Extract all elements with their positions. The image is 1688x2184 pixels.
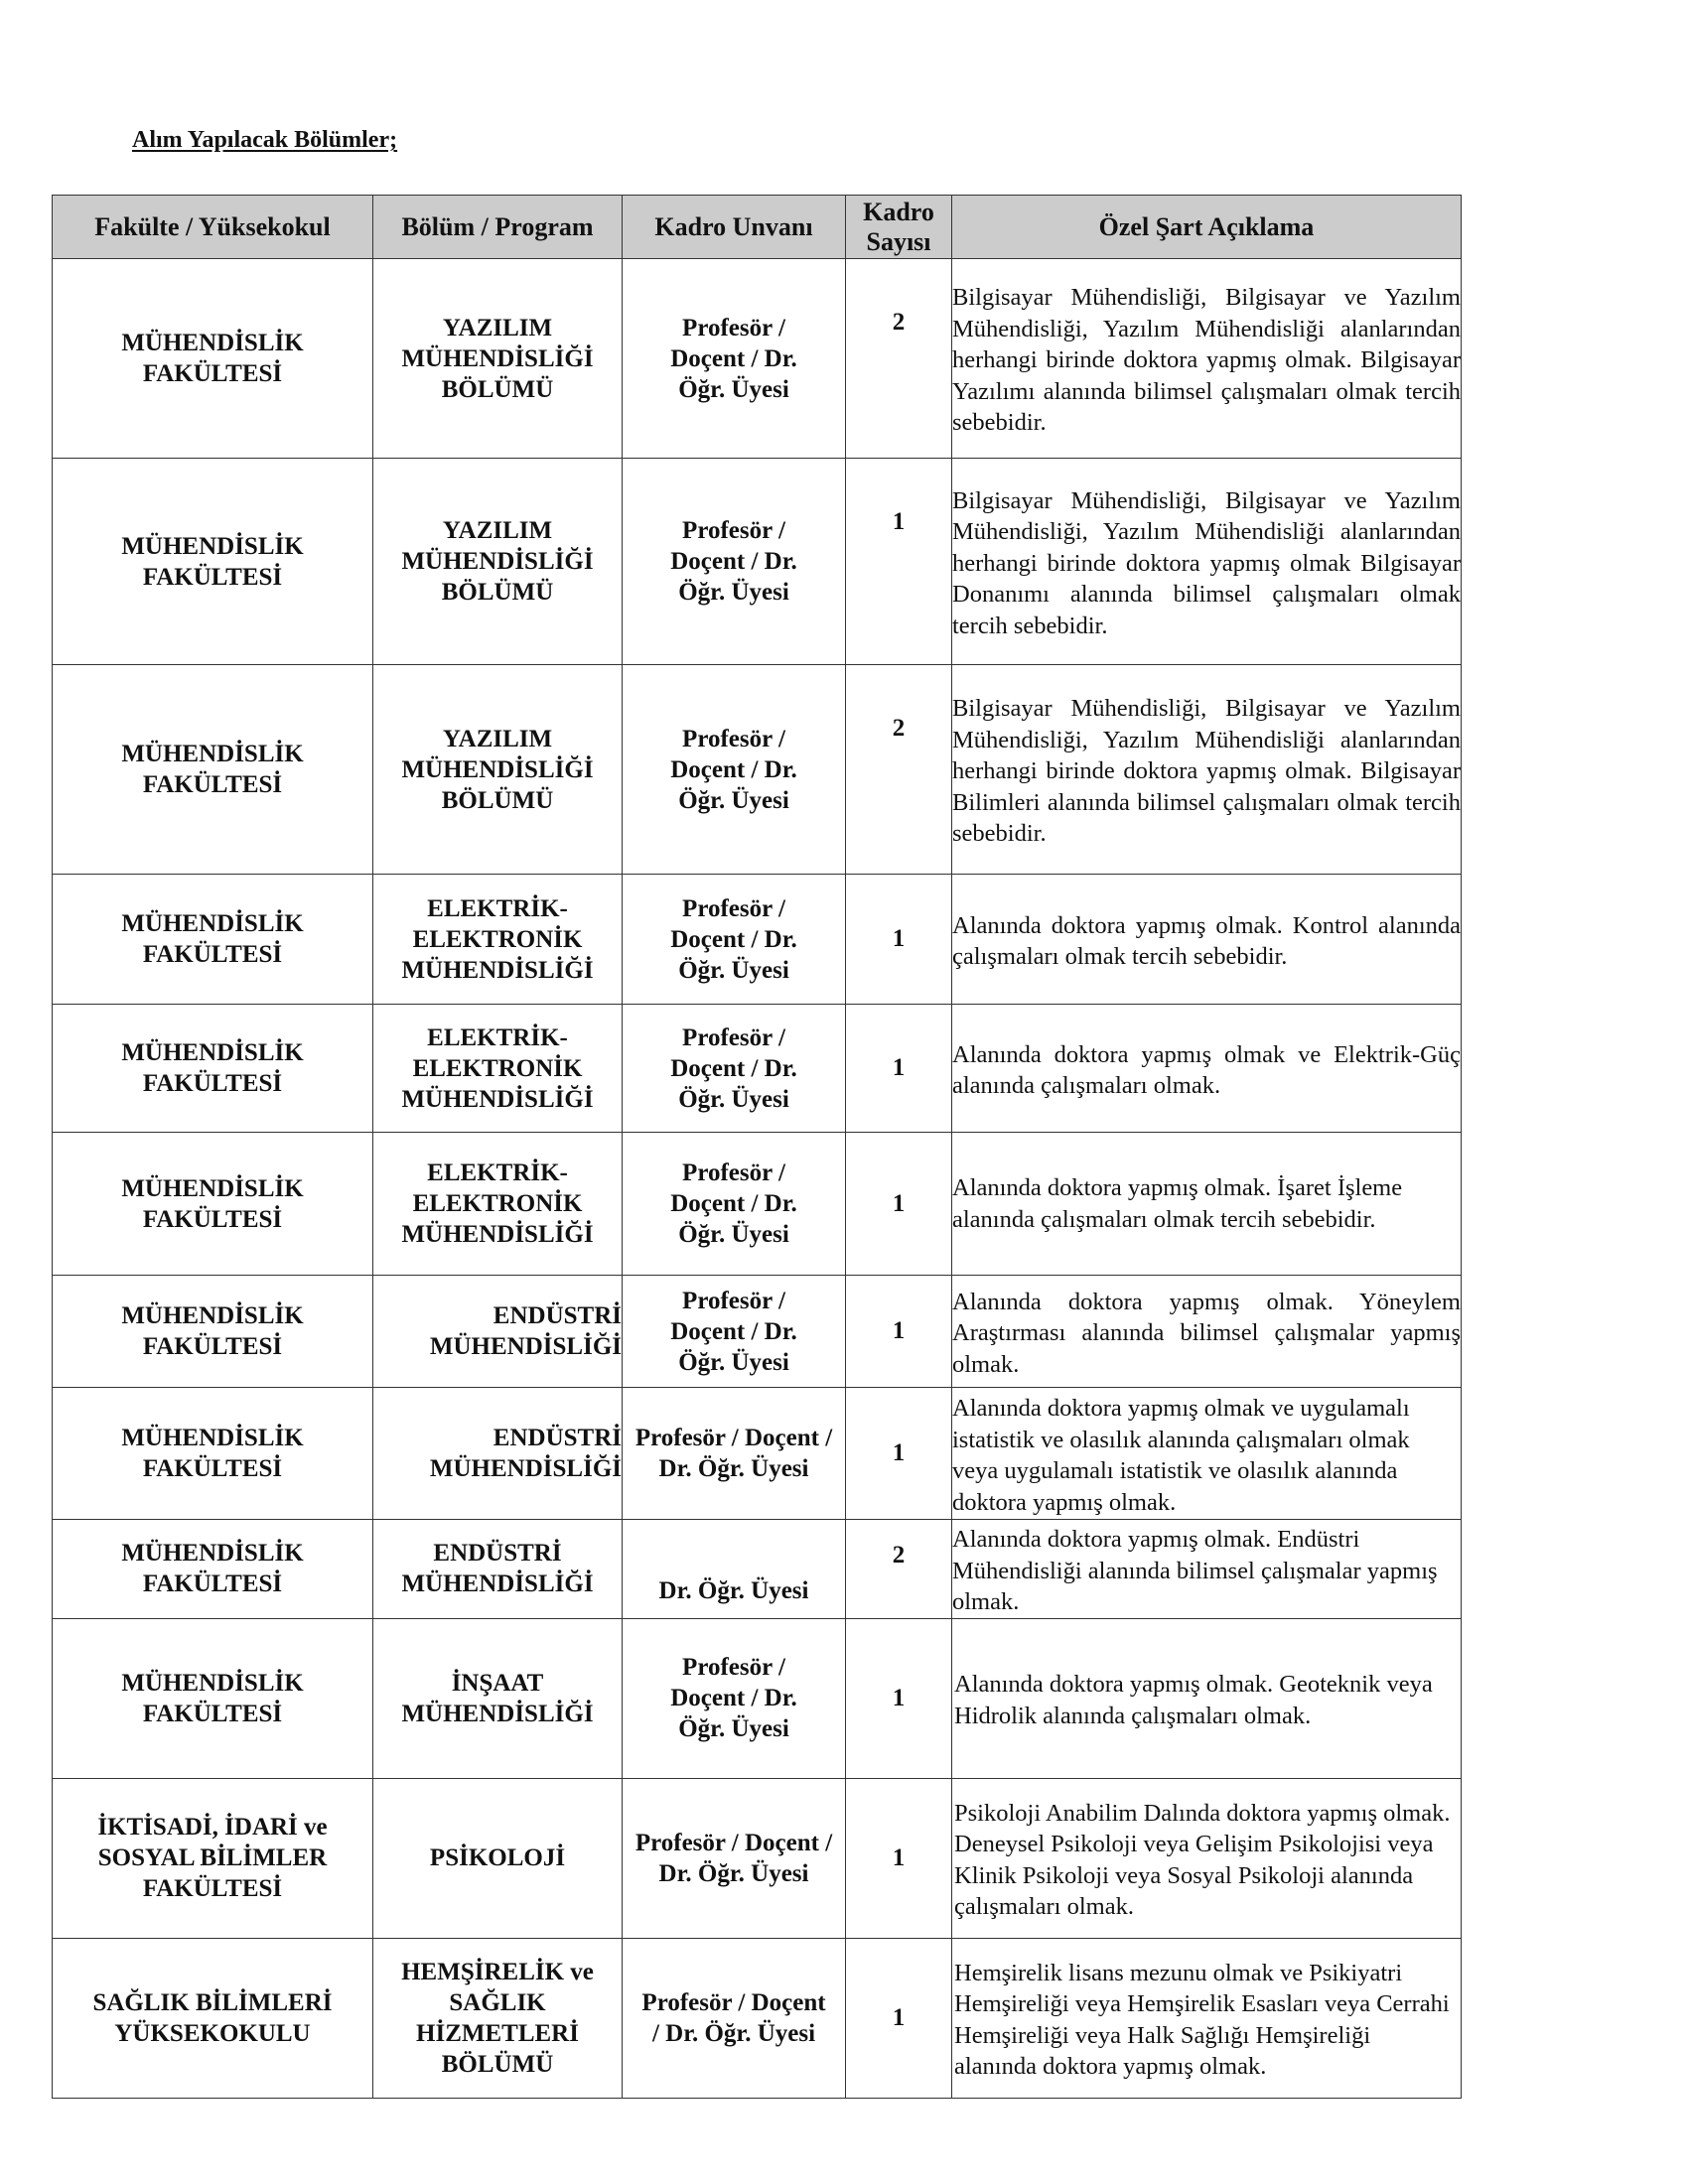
position-title-line: Doçent / Dr. <box>670 925 797 953</box>
department-line: ELEKTRİK- <box>427 1160 568 1186</box>
department-cell <box>373 1005 623 1133</box>
position-title-cell <box>623 665 846 875</box>
requirement-description: Bilgisayar Mühendisliği, Bilgisayar ve Yazılım Mühendisliği, Yazılım Mühendisliği alanlarından herhangi birinde doktora yapmış olmak. Bilgisayar Yazılımı alanında bilimsel çalışmaları olmak tercih sebebidir. <box>952 284 1461 437</box>
faculty-line: MÜHENDİSLİK <box>121 532 304 560</box>
position-count: 1 <box>892 1439 906 1466</box>
requirement-description-cell <box>952 875 1462 1005</box>
faculty-line: FAKÜLTESİ <box>142 1205 283 1233</box>
header-department: Bölüm / Program <box>373 196 623 259</box>
position-count: 1 <box>892 925 906 952</box>
faculty-line: FAKÜLTESİ <box>142 360 283 387</box>
department-line: MÜHENDİSLİĞİ <box>429 1455 622 1482</box>
position-title-cell <box>623 1520 846 1619</box>
department-line: ELEKTRONİK <box>412 1054 583 1082</box>
position-title-line: Profesör / <box>682 1287 785 1314</box>
position-title-line: Doçent / Dr. <box>670 1685 797 1711</box>
position-title-line: Öğr. Üyesi <box>678 786 789 814</box>
position-title-line: Profesör / <box>682 725 785 752</box>
position-title-cell <box>623 875 846 1005</box>
requirement-description: Alanında doktora yapmış olmak ve uygulamalı istatistik ve olasılık alanında çalışmaları olmak veya uygulamalı istatistik ve olasılık alanında doktora yapmış olmak. <box>952 1395 1410 1516</box>
faculty-line: FAKÜLTESİ <box>142 771 283 798</box>
header-description: Özel Şart Açıklama <box>952 196 1462 259</box>
requirement-description: Alanında doktora yapmış olmak. İşaret İşleme alanında çalışmaları olmak tercih sebebidir. <box>952 1174 1403 1233</box>
header-count-line: Kadro <box>863 197 934 226</box>
table-row <box>53 1938 1462 2098</box>
department-line: ELEKTRONİK <box>412 1190 583 1217</box>
faculty-cell <box>53 1388 373 1520</box>
faculty-cell <box>53 1005 373 1133</box>
table-row <box>53 459 1462 665</box>
position-title-line: Öğr. Üyesi <box>678 1085 789 1113</box>
position-count: 1 <box>892 1054 906 1081</box>
requirement-description-cell <box>952 1618 1462 1778</box>
position-count: 1 <box>892 1843 906 1871</box>
position-title-line: Profesör / <box>682 1160 785 1186</box>
faculty-line: YÜKSEKOKULU <box>114 2019 311 2047</box>
position-count: 1 <box>892 2003 906 2031</box>
position-count-cell <box>846 665 952 875</box>
position-count-cell <box>846 259 952 459</box>
position-count-cell <box>846 1388 952 1520</box>
department-cell <box>373 665 623 875</box>
department-line: MÜHENDİSLİĞİ <box>401 344 594 372</box>
position-count-cell <box>846 1618 952 1778</box>
position-title-line: Doçent / Dr. <box>670 1054 797 1082</box>
position-count: 2 <box>892 1542 906 1569</box>
faculty-line: FAKÜLTESİ <box>142 1333 283 1360</box>
faculty-line: MÜHENDİSLİK <box>121 1540 304 1568</box>
table-row <box>53 1005 1462 1133</box>
table-row <box>53 1618 1462 1778</box>
requirement-description: Bilgisayar Mühendisliği, Bilgisayar ve Yazılım Mühendisliği, Yazılım Mühendisliği alanlarından herhangi birinde doktora yapmış olmak. Bilgisayar Bilimleri alanında bilimsel çalışmaları olmak tercih sebebidir. <box>952 695 1461 848</box>
requirement-description-cell <box>952 665 1462 875</box>
faculty-line: MÜHENDİSLİK <box>121 1039 304 1066</box>
department-line: MÜHENDİSLİĞİ <box>401 1570 594 1598</box>
position-title-line: Öğr. Üyesi <box>678 579 789 606</box>
department-line: MÜHENDİSLİĞİ <box>401 755 594 783</box>
position-count-cell <box>846 875 952 1005</box>
position-count: 2 <box>892 715 906 742</box>
faculty-line: İKTİSADİ, İDARİ ve <box>97 1814 328 1841</box>
table-row <box>53 259 1462 459</box>
header-count <box>846 196 952 259</box>
position-count: 1 <box>892 508 906 535</box>
faculty-cell <box>53 1618 373 1778</box>
faculty-line: SOSYAL BİLİMLER <box>97 1844 328 1871</box>
position-title-line: Öğr. Üyesi <box>678 956 789 984</box>
position-count-cell <box>846 1005 952 1133</box>
faculty-cell <box>53 1133 373 1276</box>
requirement-description-cell <box>952 1276 1462 1388</box>
department-line: ENDÜSTRİ <box>433 1540 562 1568</box>
table-row <box>53 875 1462 1005</box>
department-cell <box>373 1520 623 1619</box>
requirement-description-cell <box>952 259 1462 459</box>
department-line: MÜHENDİSLİĞİ <box>401 1700 594 1727</box>
department-line: BÖLÜMÜ <box>441 579 554 606</box>
faculty-line: MÜHENDİSLİK <box>121 1302 304 1329</box>
department-cell <box>373 1133 623 1276</box>
requirement-description: Alanında doktora yapmış olmak ve Elektrik-Güç alanında çalışmaları olmak. <box>952 1040 1461 1099</box>
position-title-line: Öğr. Üyesi <box>678 375 789 403</box>
position-title-line: Profesör / <box>682 314 785 341</box>
department-line: YAZILIM <box>442 314 553 341</box>
position-title-cell <box>623 459 846 665</box>
position-title-cell <box>623 259 846 459</box>
department-line: SAĞLIK <box>449 1988 546 2016</box>
requirement-description-cell <box>952 1938 1462 2098</box>
position-title-line: Profesör / <box>682 1654 785 1681</box>
department-line: MÜHENDİSLİĞİ <box>401 548 594 575</box>
department-line: ELEKTRİK- <box>427 1024 568 1051</box>
faculty-line: FAKÜLTESİ <box>142 1455 283 1482</box>
requirement-description-cell <box>952 459 1462 665</box>
position-title-line: Doçent / Dr. <box>670 548 797 575</box>
faculty-cell <box>53 1276 373 1388</box>
position-count-cell <box>846 1938 952 2098</box>
position-title-cell <box>623 1005 846 1133</box>
department-line: MÜHENDİSLİĞİ <box>401 956 594 984</box>
faculty-cell <box>53 875 373 1005</box>
header-faculty: Fakülte / Yüksekokul <box>53 196 373 259</box>
position-count-cell <box>846 1520 952 1619</box>
position-title-line: Dr. Öğr. Üyesi <box>658 1859 809 1887</box>
department-line: İNŞAAT <box>451 1669 544 1697</box>
department-line: PSİKOLOJİ <box>429 1844 566 1871</box>
department-line: ENDÜSTRİ <box>492 1425 622 1451</box>
faculty-line: MÜHENDİSLİK <box>121 1425 304 1451</box>
position-title-line: Doçent / Dr. <box>670 755 797 783</box>
faculty-line: FAKÜLTESİ <box>142 941 283 968</box>
position-title-cell <box>623 1276 846 1388</box>
requirement-description-cell <box>952 1005 1462 1133</box>
position-count: 1 <box>892 1189 906 1217</box>
department-cell <box>373 259 623 459</box>
position-count: 2 <box>892 309 906 336</box>
department-line: MÜHENDİSLİĞİ <box>401 1085 594 1113</box>
department-line: ENDÜSTRİ <box>492 1302 622 1329</box>
requirement-description-cell <box>952 1520 1462 1619</box>
department-line: ELEKTRİK- <box>427 894 568 922</box>
faculty-cell <box>53 259 373 459</box>
department-cell <box>373 1778 623 1938</box>
position-title-cell <box>623 1388 846 1520</box>
position-title-cell <box>623 1938 846 2098</box>
positions-table <box>52 195 1462 2099</box>
faculty-line: SAĞLIK BİLİMLERİ <box>92 1988 333 2016</box>
department-line: MÜHENDİSLİĞİ <box>429 1333 622 1360</box>
faculty-cell <box>53 459 373 665</box>
faculty-line: FAKÜLTESİ <box>142 563 283 591</box>
department-line: BÖLÜMÜ <box>441 786 554 814</box>
requirement-description: Hemşirelik lisans mezunu olmak ve Psikiyatri Hemşireliği veya Hemşirelik Esasları veya Cerrahi Hemşireliği veya Halk Sağlığı Hemşireliği alanında doktora yapmış olmak. <box>954 1959 1450 2080</box>
faculty-line: FAKÜLTESİ <box>142 1875 283 1902</box>
position-title-line: Öğr. Üyesi <box>678 1715 789 1742</box>
faculty-line: MÜHENDİSLİK <box>121 1669 304 1697</box>
table-row <box>53 1133 1462 1276</box>
requirement-description: Bilgisayar Mühendisliği, Bilgisayar ve Yazılım Mühendisliği, Yazılım Mühendisliği alanlarından herhangi birinde doktora yapmış olmak Bilgisayar Donanımı alanında bilimsel çalışmaları olmak tercih sebebidir. <box>952 486 1461 639</box>
department-line: HİZMETLERİ <box>416 2019 579 2047</box>
requirement-description: Alanında doktora yapmış olmak. Kontrol alanında çalışmaları olmak tercih sebebidir. <box>952 911 1461 970</box>
faculty-line: MÜHENDİSLİK <box>121 910 304 937</box>
table-row <box>53 665 1462 875</box>
faculty-line: MÜHENDİSLİK <box>121 330 304 356</box>
department-cell <box>373 1938 623 2098</box>
department-line: BÖLÜMÜ <box>441 375 554 403</box>
faculty-cell <box>53 665 373 875</box>
faculty-cell <box>53 1520 373 1619</box>
department-cell <box>373 875 623 1005</box>
position-title-line: Öğr. Üyesi <box>678 1348 789 1376</box>
position-title-line: Profesör / Doçent / <box>634 1829 833 1856</box>
position-title-line: Profesör / <box>682 894 785 922</box>
faculty-cell <box>53 1778 373 1938</box>
position-count-cell <box>846 1276 952 1388</box>
position-title-cell <box>623 1618 846 1778</box>
position-count-cell <box>846 459 952 665</box>
table-row <box>53 1276 1462 1388</box>
faculty-line: FAKÜLTESİ <box>142 1700 283 1727</box>
department-cell <box>373 1276 623 1388</box>
position-count: 1 <box>892 1317 906 1344</box>
position-title-line: Profesör / <box>682 1024 785 1051</box>
department-line: ELEKTRONİK <box>412 925 583 953</box>
table-row <box>53 1520 1462 1619</box>
position-title-line: Profesör / <box>682 517 785 544</box>
position-title-line: Doçent / Dr. <box>670 1317 797 1345</box>
department-line: YAZILIM <box>442 725 553 752</box>
position-title-line: / Dr. Öğr. Üyesi <box>651 2019 816 2047</box>
department-cell <box>373 1618 623 1778</box>
department-line: BÖLÜMÜ <box>441 2050 554 2078</box>
table-row <box>53 1388 1462 1520</box>
position-count-cell <box>846 1778 952 1938</box>
position-count: 1 <box>892 1684 906 1711</box>
requirement-description: Alanında doktora yapmış olmak. Yöneylem Araştırması alanında bilimsel çalışmalar yapmış olmak. <box>952 1288 1461 1378</box>
faculty-cell <box>53 1938 373 2098</box>
table-row <box>53 1778 1462 1938</box>
requirement-description: Alanında doktora yapmış olmak. Geoteknik veya Hidrolik alanında çalışmaları olmak. <box>954 1671 1433 1729</box>
faculty-line: FAKÜLTESİ <box>142 1070 283 1097</box>
position-title-line: Profesör / Doçent / <box>634 1425 833 1451</box>
department-cell <box>373 459 623 665</box>
position-title-line: Doçent / Dr. <box>670 1190 797 1217</box>
table-header-row <box>53 196 1462 259</box>
faculty-line: FAKÜLTESİ <box>142 1570 283 1598</box>
position-title-cell <box>623 1778 846 1938</box>
position-title-line: Dr. Öğr. Üyesi <box>658 1455 809 1482</box>
position-title-line: Doçent / Dr. <box>670 344 797 372</box>
department-cell <box>373 1388 623 1520</box>
page-heading: Alım Yapılacak Bölümler; <box>132 127 398 153</box>
position-title-line: Öğr. Üyesi <box>678 1221 789 1248</box>
header-title: Kadro Unvanı <box>623 196 846 259</box>
position-title-line: Profesör / Doçent <box>641 1988 826 2016</box>
requirement-description: Alanında doktora yapmış olmak. Endüstri Mühendisliği alanında bilimsel çalışmalar yapmış olmak. <box>952 1526 1438 1615</box>
position-count-cell <box>846 1133 952 1276</box>
department-line: MÜHENDİSLİĞİ <box>401 1221 594 1248</box>
requirement-description-cell <box>952 1388 1462 1520</box>
position-title-cell <box>623 1133 846 1276</box>
requirement-description-cell <box>952 1133 1462 1276</box>
department-line: HEMŞİRELİK ve <box>401 1958 594 1985</box>
faculty-line: MÜHENDİSLİK <box>121 741 304 767</box>
faculty-line: MÜHENDİSLİK <box>121 1174 304 1202</box>
header-count-line: Sayısı <box>866 226 931 256</box>
position-title-line: Dr. Öğr. Üyesi <box>658 1576 809 1604</box>
requirement-description-cell <box>952 1778 1462 1938</box>
department-line: YAZILIM <box>442 517 553 544</box>
requirement-description: Psikoloji Anabilim Dalında doktora yapmış olmak. Deneysel Psikoloji veya Gelişim Psikolojisi veya Klinik Psikoloji veya Sosyal Psikoloji alanında çalışmaları olmak. <box>954 1799 1451 1920</box>
